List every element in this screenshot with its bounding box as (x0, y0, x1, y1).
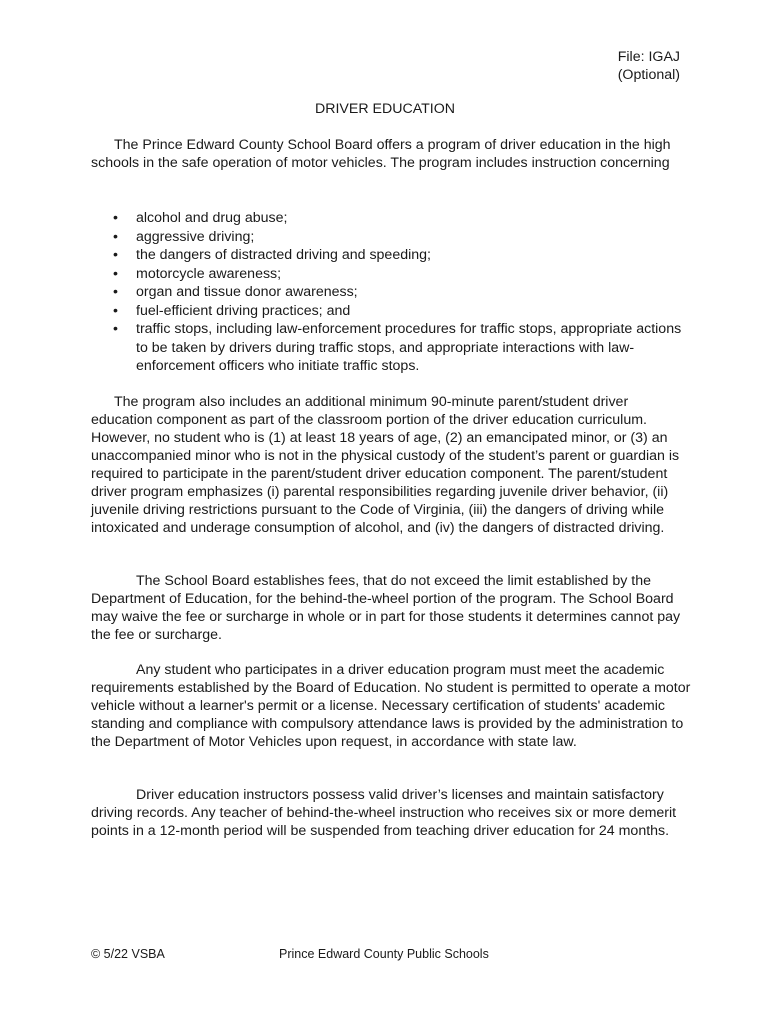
list-item (91, 320, 691, 376)
paragraph-text: The program also includes an additional minimum 90-minute parent/student driver education component as part of the classroom portion of the driver education curriculum. However, no student who is (1) at least 18 years of age, (2) an emancipated minor, or (3) an unaccompanied minor who is not in the physical custody of the student’s parent or guardian is required to participate in the parent/student driver education component. The parent/student driver program emphasizes (i) parental responsibilities regarding juvenile driver behavior, (ii) juvenile driving restrictions pursuant to the Code of Virginia, (iii) the dangers of driving while intoxicated and underage consumption of alcohol, and (iv) the dangers of distracted driving. (91, 394, 680, 536)
document-title: DRIVER EDUCATION (314, 101, 456, 117)
list-item-text: alcohol and drug abuse; (136, 210, 288, 226)
list-item (91, 283, 691, 302)
list-item-text: fuel-efficient driving practices; and (136, 302, 351, 319)
list-item-text: traffic stops, including law-enforcement procedures for traffic stops, appropriate actions to be taken by drivers during traffic stops, and appropriate interactions with law-enforcement officers who initiate traffic stops. (136, 321, 682, 374)
intro-text: The Prince Edward County School Board offers a program of driver education in the high schools in the safe operation of motor vehicles. The program includes instruction concerning (91, 137, 671, 171)
parent-student-paragraph (91, 393, 691, 537)
list-item-text: the dangers of distracted driving and speeding; (136, 247, 431, 263)
bullet-icon: • (113, 228, 118, 245)
bullet-icon: • (113, 210, 118, 226)
bullet-icon: • (113, 265, 118, 282)
paragraph-text: Any student who participates in a driver education program must meet the academic requirements established by the Board of Education. No student is permitted to operate a motor vehicle without a learner's permit or a license. Necessary certification of students' academic standing and compliance with compulsory attendance laws is provided by the administration to the Department of Motor Vehicles upon request, in accordance with state law. (91, 662, 691, 750)
file-code: File: IGAJ (617, 49, 680, 65)
file-reference (618, 48, 680, 84)
intro-paragraph (91, 136, 691, 172)
list-item (91, 302, 691, 321)
bullet-icon: • (113, 247, 118, 263)
list-item (91, 209, 691, 228)
list-item (91, 246, 691, 265)
paragraph-text: Driver education instructors possess valid driver’s licenses and maintain satisfactory driving records. Any teacher of behind-the-wheel instruction who receives six or more demerit points in a 12-month period will be suspended from teaching driver education for 24 months. (91, 787, 677, 839)
footer-organization: Prince Edward County Public Schools (279, 947, 489, 961)
list-item (91, 228, 691, 247)
list-item-text: organ and tissue donor awareness; (136, 284, 358, 300)
paragraph-text: The School Board establishes fees, that do not exceed the limit established by the Department of Education, for the behind-the-wheel portion of the program. The School Board may waive the fee or surcharge in whole or in part for those students it determines cannot pay the fee or surcharge. (91, 573, 681, 643)
list-item-text: aggressive driving; (136, 228, 255, 245)
instruction-topics-list (91, 209, 691, 376)
bullet-icon: • (113, 321, 118, 337)
bullet-icon: • (113, 302, 118, 319)
instructors-paragraph (91, 786, 691, 840)
footer-copyright: © 5/22 VSBA (91, 947, 165, 961)
list-item-text: motorcycle awareness; (136, 265, 282, 282)
optional-note: (Optional) (617, 67, 680, 83)
fees-paragraph (91, 572, 691, 644)
academic-requirements-paragraph (91, 661, 691, 751)
bullet-icon: • (113, 284, 118, 300)
list-item (91, 265, 691, 284)
